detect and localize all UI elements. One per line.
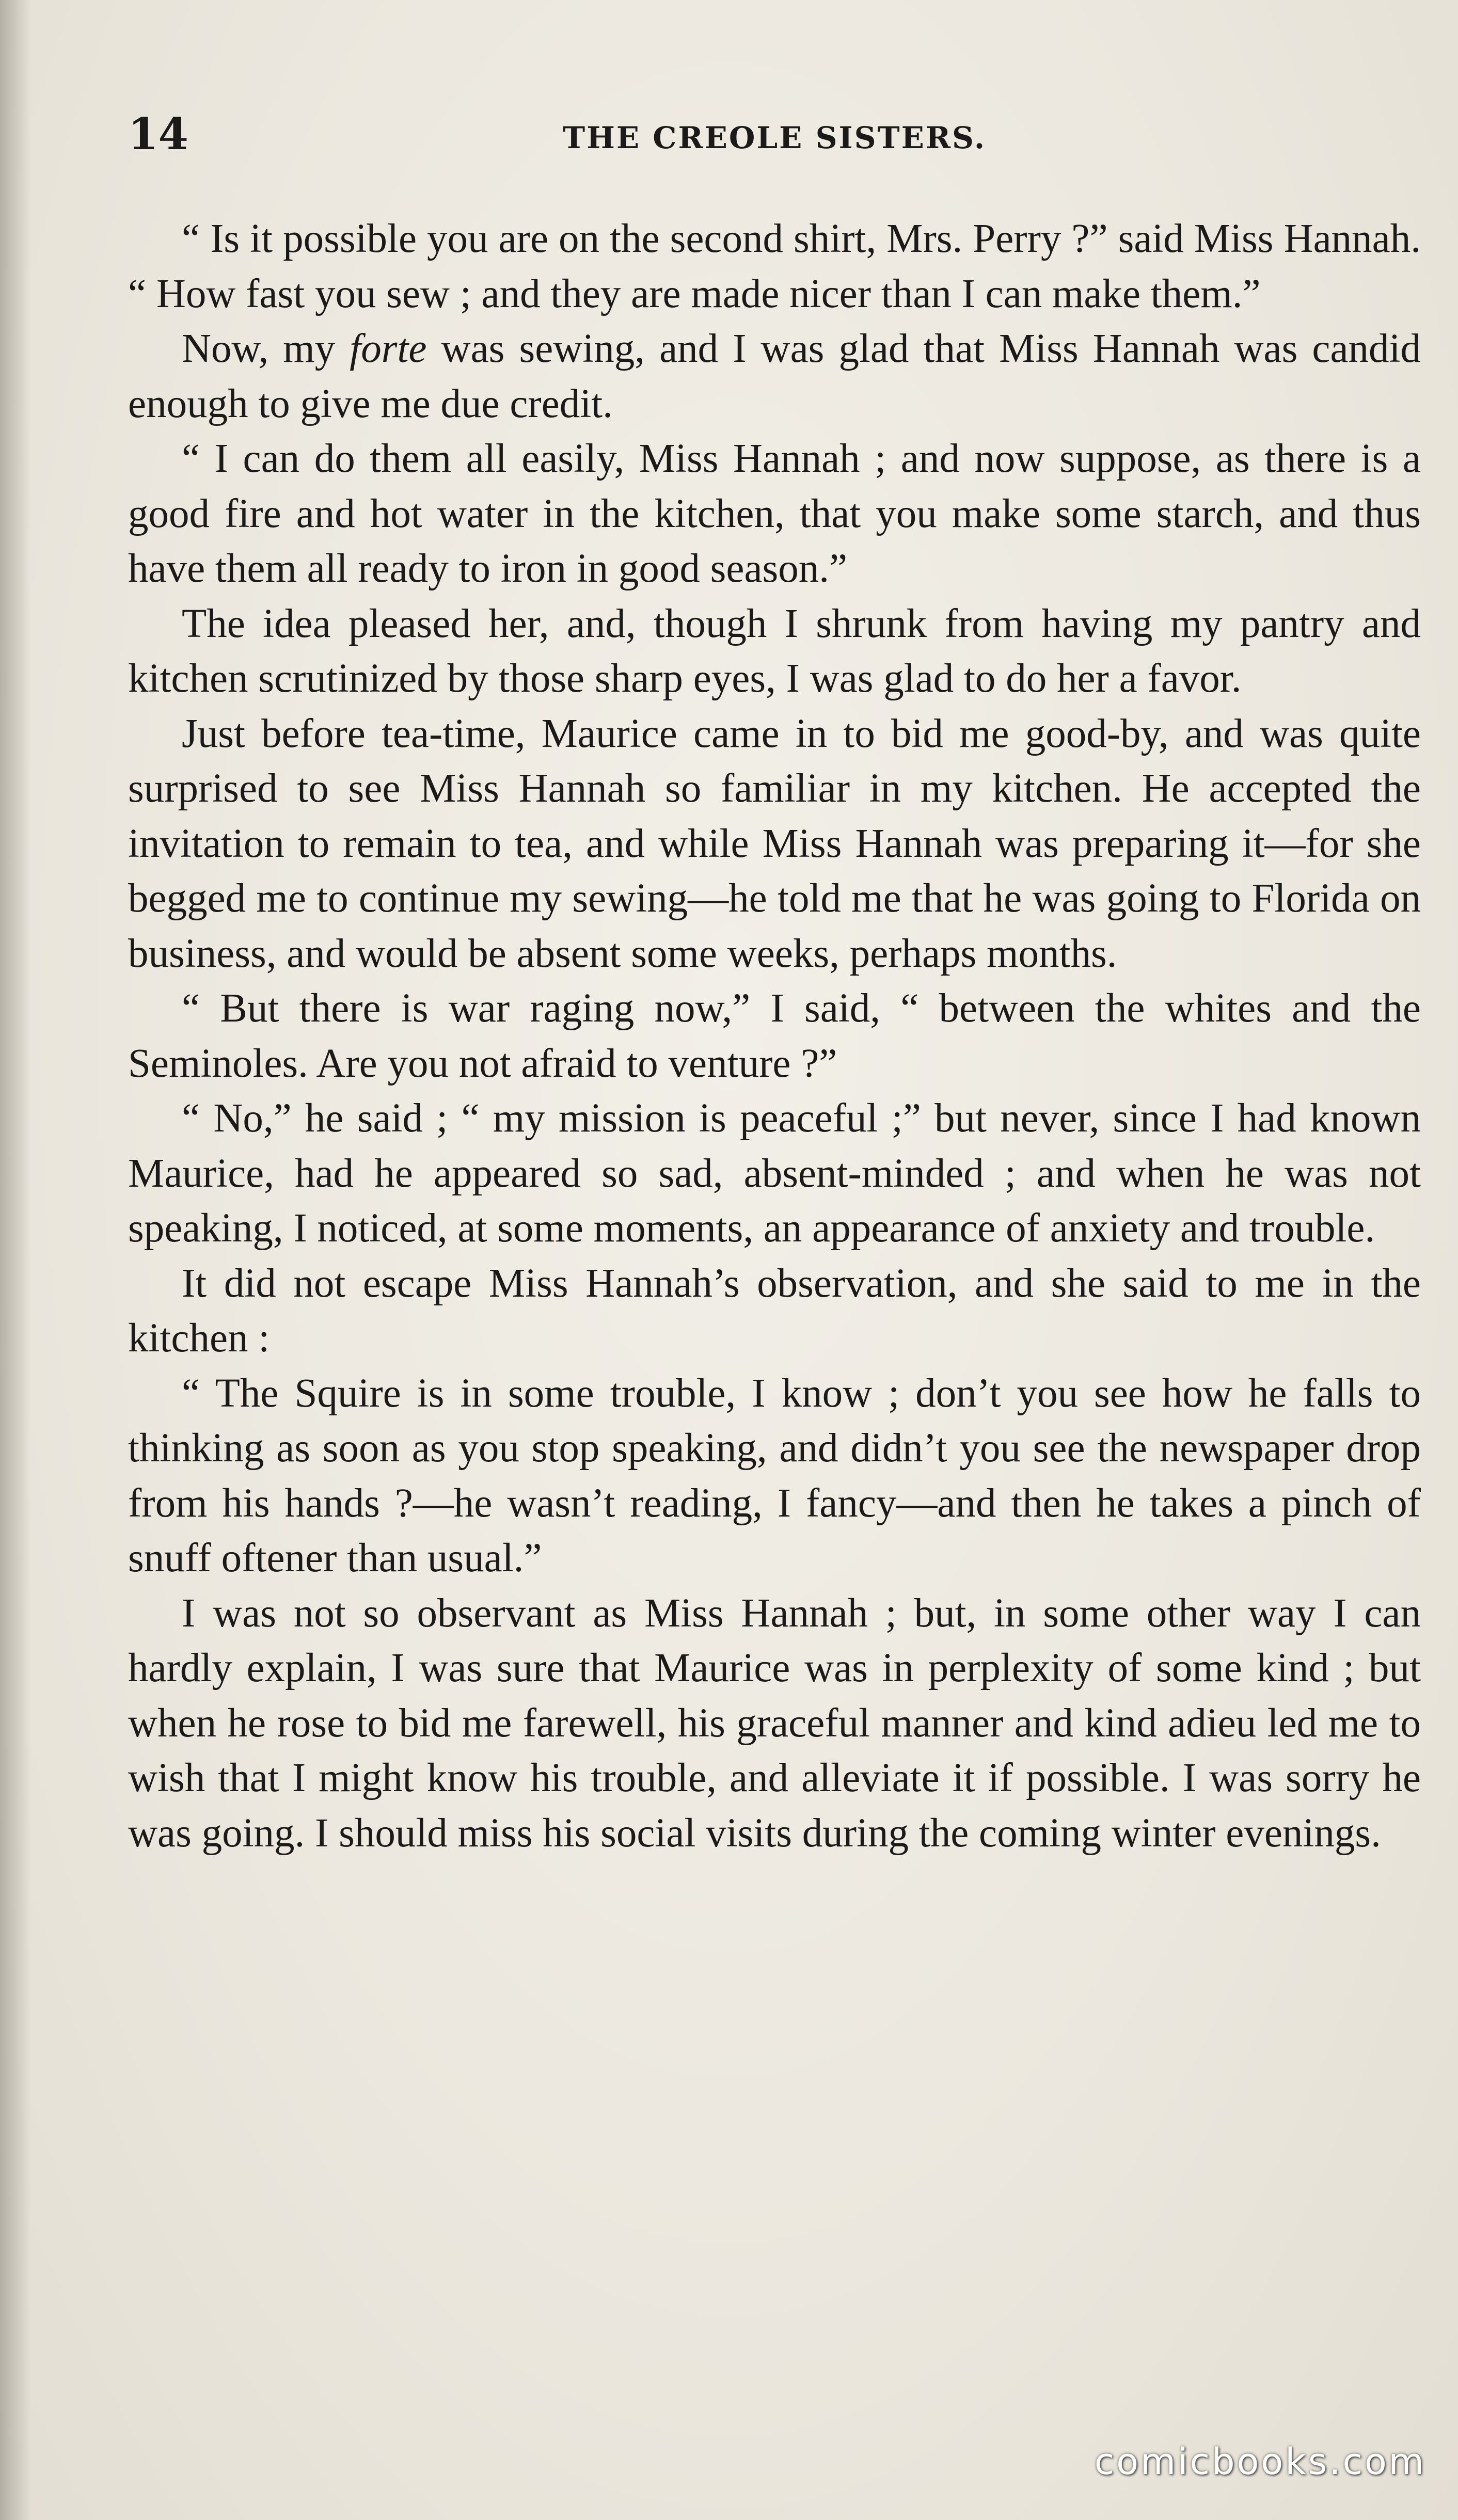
paragraph-2 [128, 322, 1421, 432]
paragraph-9: “ The Squire is in some trouble, I know ; don’t you see how he falls to thinking as soon as you stop speaking, and didn’t you see the newspaper drop from his hands ?—he wasn’t reading, I fancy—and then he takes a pinch of snuff oftener than usual.” [128, 1370, 1421, 1581]
body-text [128, 212, 1421, 1861]
watermark: comicbooks.com [1094, 2441, 1426, 2483]
paragraph-2-end: was sewing, and I was glad that Miss Hannah was candid enough to give me due credit. [128, 326, 1421, 426]
paragraph-5: Just before tea-time, Maurice came in to bid me good-by, and was quite surprised to see Miss Hannah so familiar in my kitchen. He accepted the invitation to remain to tea, and while Miss Hannah was preparing it—for she begged me to continue my sewing—he told me that he was going to Florida on business, and would be absent some weeks, perhaps months. [128, 711, 1421, 976]
page-header [128, 106, 1421, 163]
page-number: 14 [128, 108, 188, 160]
italic-word: forte [350, 326, 427, 371]
paragraph-3: “ I can do them all easily, Miss Hannah ; and now suppose, as there is a good fire and hot water in the kitchen, that you make some starch, and thus have them all ready to iron in good season.” [128, 436, 1421, 591]
running-head: THE CREOLE SISTERS. [562, 120, 987, 155]
paragraph-2-start: Now, my [182, 326, 350, 371]
paragraph-8: It did not escape Miss Hannah’s observation, and she said to me in the kitchen : [128, 1261, 1421, 1361]
paragraph-7: “ No,” he said ; “ my mission is peaceful ;” but never, since I had known Maurice, had he appeared so sad, absent-minded ; and when he was not speaking, I noticed, at some moments, an appearance of anxiety and trouble. [128, 1096, 1421, 1251]
paragraph-6: “ But there is war raging now,” I said, “ between the whites and the Seminoles. Are you not afraid to venture ?” [128, 986, 1421, 1086]
paragraph-4: The idea pleased her, and, though I shrunk from having my pantry and kitchen scrutinized by those sharp eyes, I was glad to do her a favor. [128, 601, 1421, 701]
paragraph-10: I was not so observant as Miss Hannah ; but, in some other way I can hardly explain, I was sure that Maurice was in perplexity of some kind ; but when he rose to bid me farewell, his graceful manner and kind adieu led me to wish that I might know his trouble, and alleviate it if possible. I was sorry he was going. I should miss his social visits during the coming winter evenings. [128, 1590, 1421, 1856]
paragraph-1: “ Is it possible you are on the second shirt, Mrs. Perry ?” said Miss Hannah. “ How fast you sew ; and they are made nicer than I can make them.” [128, 216, 1421, 316]
